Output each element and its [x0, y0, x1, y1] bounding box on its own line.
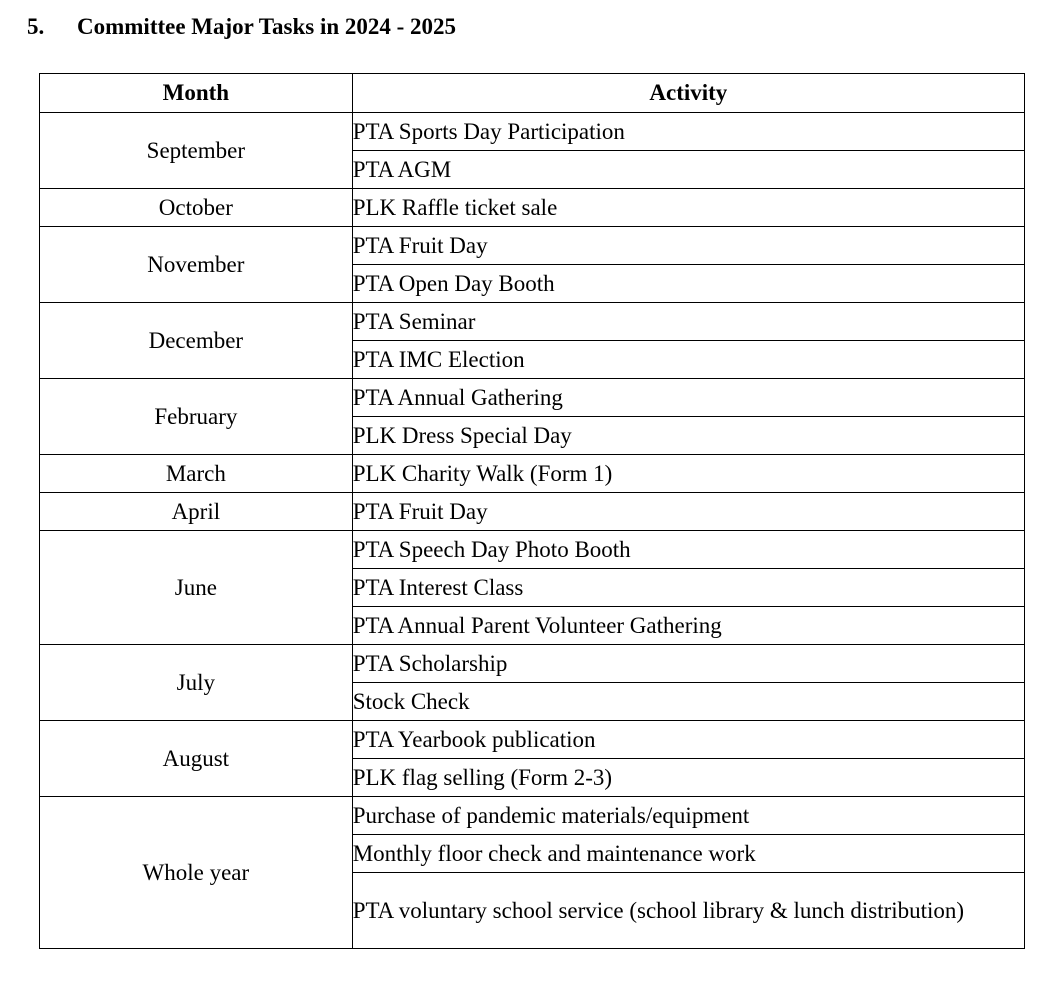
activity-cell: PLK Charity Walk (Form 1): [352, 455, 1024, 493]
table-row: [40, 531, 1025, 569]
tasks-table: [39, 73, 1025, 949]
activity-cell: Purchase of pandemic materials/equipment: [352, 797, 1024, 835]
activity-cell: PTA Annual Gathering: [352, 379, 1024, 417]
activity-cell: PTA Sports Day Participation: [352, 113, 1024, 151]
table-row: [40, 303, 1025, 341]
month-cell: June: [40, 531, 353, 645]
table-row: [40, 189, 1025, 227]
activity-cell: Monthly floor check and maintenance work: [352, 835, 1024, 873]
section-heading: [27, 12, 456, 42]
section-title: Committee Major Tasks in 2024 - 2025: [77, 14, 457, 39]
activity-cell: PLK flag selling (Form 2-3): [352, 759, 1024, 797]
activity-cell: PTA Fruit Day: [352, 493, 1024, 531]
table-row: [40, 455, 1025, 493]
month-cell: March: [40, 455, 353, 493]
activity-column-header: Activity: [352, 74, 1024, 113]
activity-cell: PTA AGM: [352, 151, 1024, 189]
activity-cell: PTA Scholarship: [352, 645, 1024, 683]
activity-cell: PTA Fruit Day: [352, 227, 1024, 265]
month-cell: February: [40, 379, 353, 455]
table-row: [40, 645, 1025, 683]
month-column-header: Month: [40, 74, 353, 113]
table-row: [40, 493, 1025, 531]
activity-cell: PTA Annual Parent Volunteer Gathering: [352, 607, 1024, 645]
section-number: 5.: [27, 14, 45, 39]
month-cell: April: [40, 493, 353, 531]
month-cell: November: [40, 227, 353, 303]
activity-cell: Stock Check: [352, 683, 1024, 721]
month-cell: August: [40, 721, 353, 797]
month-cell: September: [40, 113, 353, 189]
month-cell: December: [40, 303, 353, 379]
tasks-table-body: [40, 113, 1025, 949]
activity-cell: PTA Speech Day Photo Booth: [352, 531, 1024, 569]
table-row: [40, 113, 1025, 151]
table-row: [40, 721, 1025, 759]
activity-cell: PLK Raffle ticket sale: [352, 189, 1024, 227]
month-cell: October: [40, 189, 353, 227]
activity-cell: PTA IMC Election: [352, 341, 1024, 379]
activity-cell: PTA voluntary school service (school library & lunch distribution): [352, 873, 1024, 949]
table-row: [40, 227, 1025, 265]
activity-cell: PTA Interest Class: [352, 569, 1024, 607]
month-cell: Whole year: [40, 797, 353, 949]
table-header-row: [40, 74, 1025, 113]
activity-cell: PTA Seminar: [352, 303, 1024, 341]
table-row: [40, 379, 1025, 417]
activity-cell: PLK Dress Special Day: [352, 417, 1024, 455]
activity-cell: PTA Open Day Booth: [352, 265, 1024, 303]
table-row: [40, 797, 1025, 835]
activity-cell: PTA Yearbook publication: [352, 721, 1024, 759]
month-cell: July: [40, 645, 353, 721]
